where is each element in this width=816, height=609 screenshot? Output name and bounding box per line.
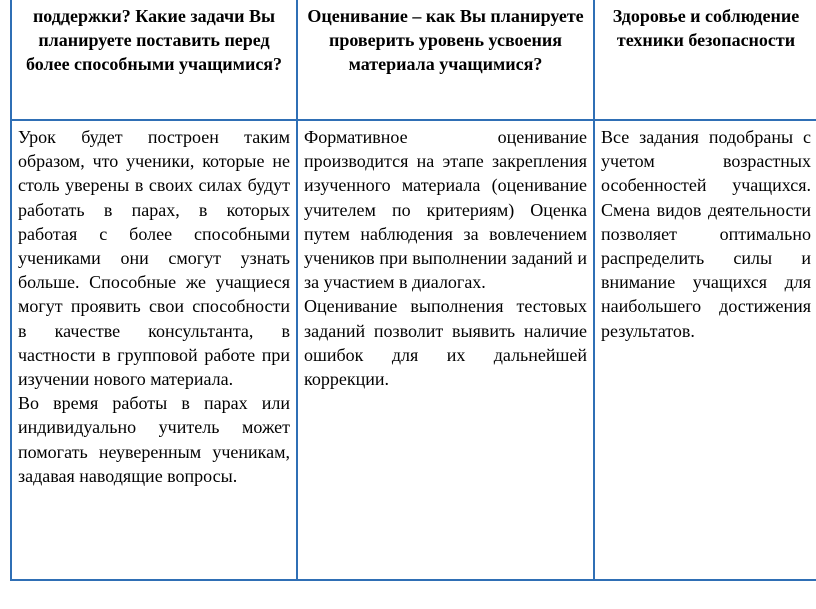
- cell-health-safety: [594, 120, 816, 580]
- support-paragraph-2: Во время работы в парах или индивидуально учитель может помогать неуверенным ученикам, задавая наводящие вопросы.: [18, 393, 290, 486]
- assessment-paragraph-1: Формативное оценивание производится на этапе закрепления изученного материала (оценивание учителем по критериям) Оценка путем наблюдения за вовлечением учеников при выполнении заданий и за участием в диалогах.: [304, 127, 587, 293]
- lesson-plan-table: [10, 0, 816, 581]
- header-support-text: поддержки? Какие задачи Вы планируете поставить перед более способными учащимися?: [25, 6, 283, 74]
- cell-support: [11, 120, 297, 580]
- header-cell-assessment: [297, 0, 594, 120]
- table-header-row: [11, 0, 816, 120]
- header-health-safety-text: Здоровье и соблюдение техники безопасности: [612, 6, 800, 50]
- cell-assessment: [297, 120, 594, 580]
- assessment-paragraph-2: Оценивание выполнения тестовых заданий позволит выявить наличие ошибок для их дальнейшей коррекции.: [304, 296, 587, 390]
- header-cell-support: [11, 0, 297, 120]
- health-safety-paragraph-1: Все задания подобраны с учетом возрастных особенностей учащихся. Смена видов деятельности позволяет оптимально распределить силы и внимание учащихся для наибольшего достижения результатов.: [601, 127, 811, 341]
- header-cell-health-safety: [594, 0, 816, 120]
- header-assessment-text: Оценивание – как Вы планируете проверить уровень усвоения материала учащимися?: [307, 6, 584, 74]
- table-row: [11, 120, 816, 580]
- support-paragraph-1: Урок будет построен таким образом, что ученики, которые не столь уверены в своих силах будут работать в парах, в которых работая с более способными учениками они смогут узнать больше. Способные же учащиеся могут проявить свои способности в качестве консультанта, в частности в групповой работе при изучении нового материала.: [18, 127, 290, 390]
